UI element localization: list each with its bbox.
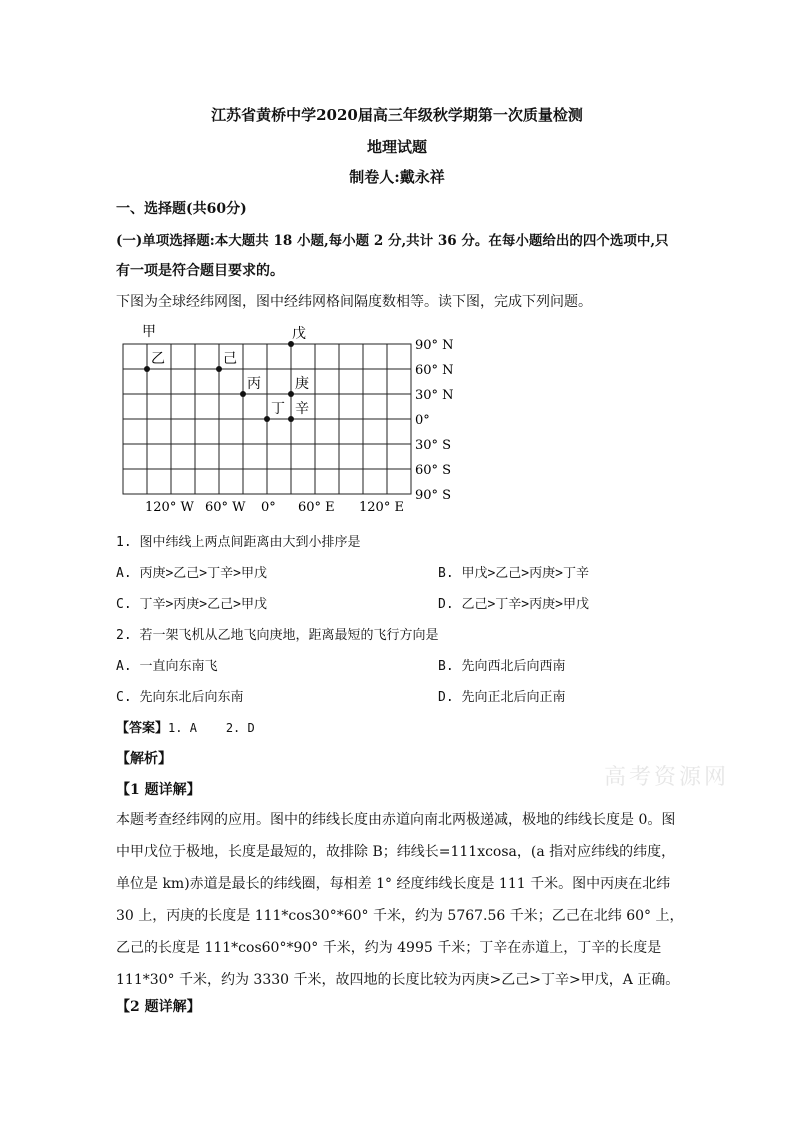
question-2-option-c: C. 先向东北后向东南 bbox=[116, 690, 244, 705]
label-jia: 甲 bbox=[142, 324, 156, 340]
lon-label: 0° bbox=[261, 500, 276, 515]
point-ji bbox=[216, 366, 222, 372]
point-ding bbox=[264, 416, 270, 422]
label-yi: 乙 bbox=[151, 351, 165, 367]
point-bing bbox=[240, 391, 246, 397]
watermark-text: 高考资源网 bbox=[604, 765, 730, 790]
subject-title: 地理试题 bbox=[366, 138, 427, 156]
question-2-option-b: B. 先向西北后向西南 bbox=[438, 659, 566, 674]
lat-label: 0° bbox=[415, 413, 430, 428]
lon-label: 60° W bbox=[205, 500, 246, 515]
question-1-option-b: B. 甲戊>乙己>丙庚>丁辛 bbox=[438, 566, 589, 581]
exam-title: 江苏省黄桥中学2020届高三年级秋学期第一次质量检测 bbox=[211, 106, 583, 124]
answer-text: 1. A 2. D bbox=[168, 721, 255, 735]
lat-label: 30° N bbox=[415, 388, 454, 403]
lon-label: 120° E bbox=[359, 500, 404, 515]
question-intro: 下图为全球经纬网图，图中经纬网格间隔度数相等。读下图，完成下列问题。 bbox=[116, 294, 592, 310]
analysis-label: 【解析】 bbox=[116, 751, 172, 767]
q1-detail-text: 本题考查经纬网的应用。图中的纬线长度由赤道向南北两极递减，极地的纬线长度是 0。图中甲戊位于极地，长度是最短的，故排除 B；纬线长=111xcosa，(a 指对应纬线的纬度，单位是 km)赤道是最长的纬线圈，每相差 1° 经度纬线长度是 111 千米。图中丙庚在北纬 30 上，丙庚的长度是 111*cos30°*60° 千米，约为 5767.56 千米；乙己在北纬 60° 上，乙己的长度是 111*cos60°*90° 千米，约为 4995 千米；丁辛在赤道上，丁辛的长度是 111*30° 千米，约为 3330 千米，故四地的长度比较为丙庚>乙己>丁辛>甲戊，A 正确。 bbox=[116, 812, 684, 988]
label-geng: 庚 bbox=[295, 376, 309, 392]
point-geng bbox=[288, 391, 294, 397]
question-1-stem: 1. 图中纬线上两点间距离由大到小排序是 bbox=[116, 535, 361, 550]
answer-label: 【答案】 bbox=[116, 721, 169, 736]
answer-line bbox=[116, 717, 255, 736]
lat-label: 60° N bbox=[415, 363, 454, 378]
label-xin: 辛 bbox=[295, 401, 309, 417]
author-line: 制卷人:戴永祥 bbox=[349, 168, 445, 186]
label-ji: 己 bbox=[223, 351, 237, 367]
question-2-option-d: D. 先向正北后向正南 bbox=[438, 690, 566, 705]
lat-label: 90° N bbox=[415, 338, 454, 353]
question-1-option-a: A. 丙庚>乙己>丁辛>甲戊 bbox=[116, 566, 267, 581]
instruction-line-1: (一)单项选择题:本大题共 18 小题,每小题 2 分,共计 36 分。在每小题给出的四个选项中,只 bbox=[116, 233, 669, 249]
point-xin bbox=[288, 416, 294, 422]
lon-label: 60° E bbox=[298, 500, 335, 515]
question-1-option-c: C. 丁辛>丙庚>乙己>甲戊 bbox=[116, 597, 267, 612]
lat-label: 60° S bbox=[415, 463, 452, 478]
q1-detail-label: 【1 题详解】 bbox=[116, 782, 201, 798]
section-heading: 一、选择题(共60分) bbox=[116, 201, 247, 217]
question-2-option-a: A. 一直向东南飞 bbox=[116, 659, 218, 674]
lat-label: 30° S bbox=[415, 438, 452, 453]
lat-label: 90° S bbox=[415, 488, 452, 503]
q2-detail-label: 【2 题详解】 bbox=[116, 999, 201, 1015]
lon-label: 120° W bbox=[145, 500, 194, 515]
point-yi bbox=[144, 366, 150, 372]
label-bing: 丙 bbox=[247, 376, 261, 392]
label-wu: 戊 bbox=[292, 326, 306, 342]
question-2-stem: 2. 若一架飞机从乙地飞向庚地，距离最短的飞行方向是 bbox=[116, 628, 439, 643]
instruction-line-2: 有一项是符合题目要求的。 bbox=[116, 263, 284, 279]
label-ding: 丁 bbox=[271, 401, 285, 417]
question-1-option-d: D. 乙己>丁辛>丙庚>甲戊 bbox=[438, 597, 589, 612]
graticule-map bbox=[116, 320, 466, 515]
